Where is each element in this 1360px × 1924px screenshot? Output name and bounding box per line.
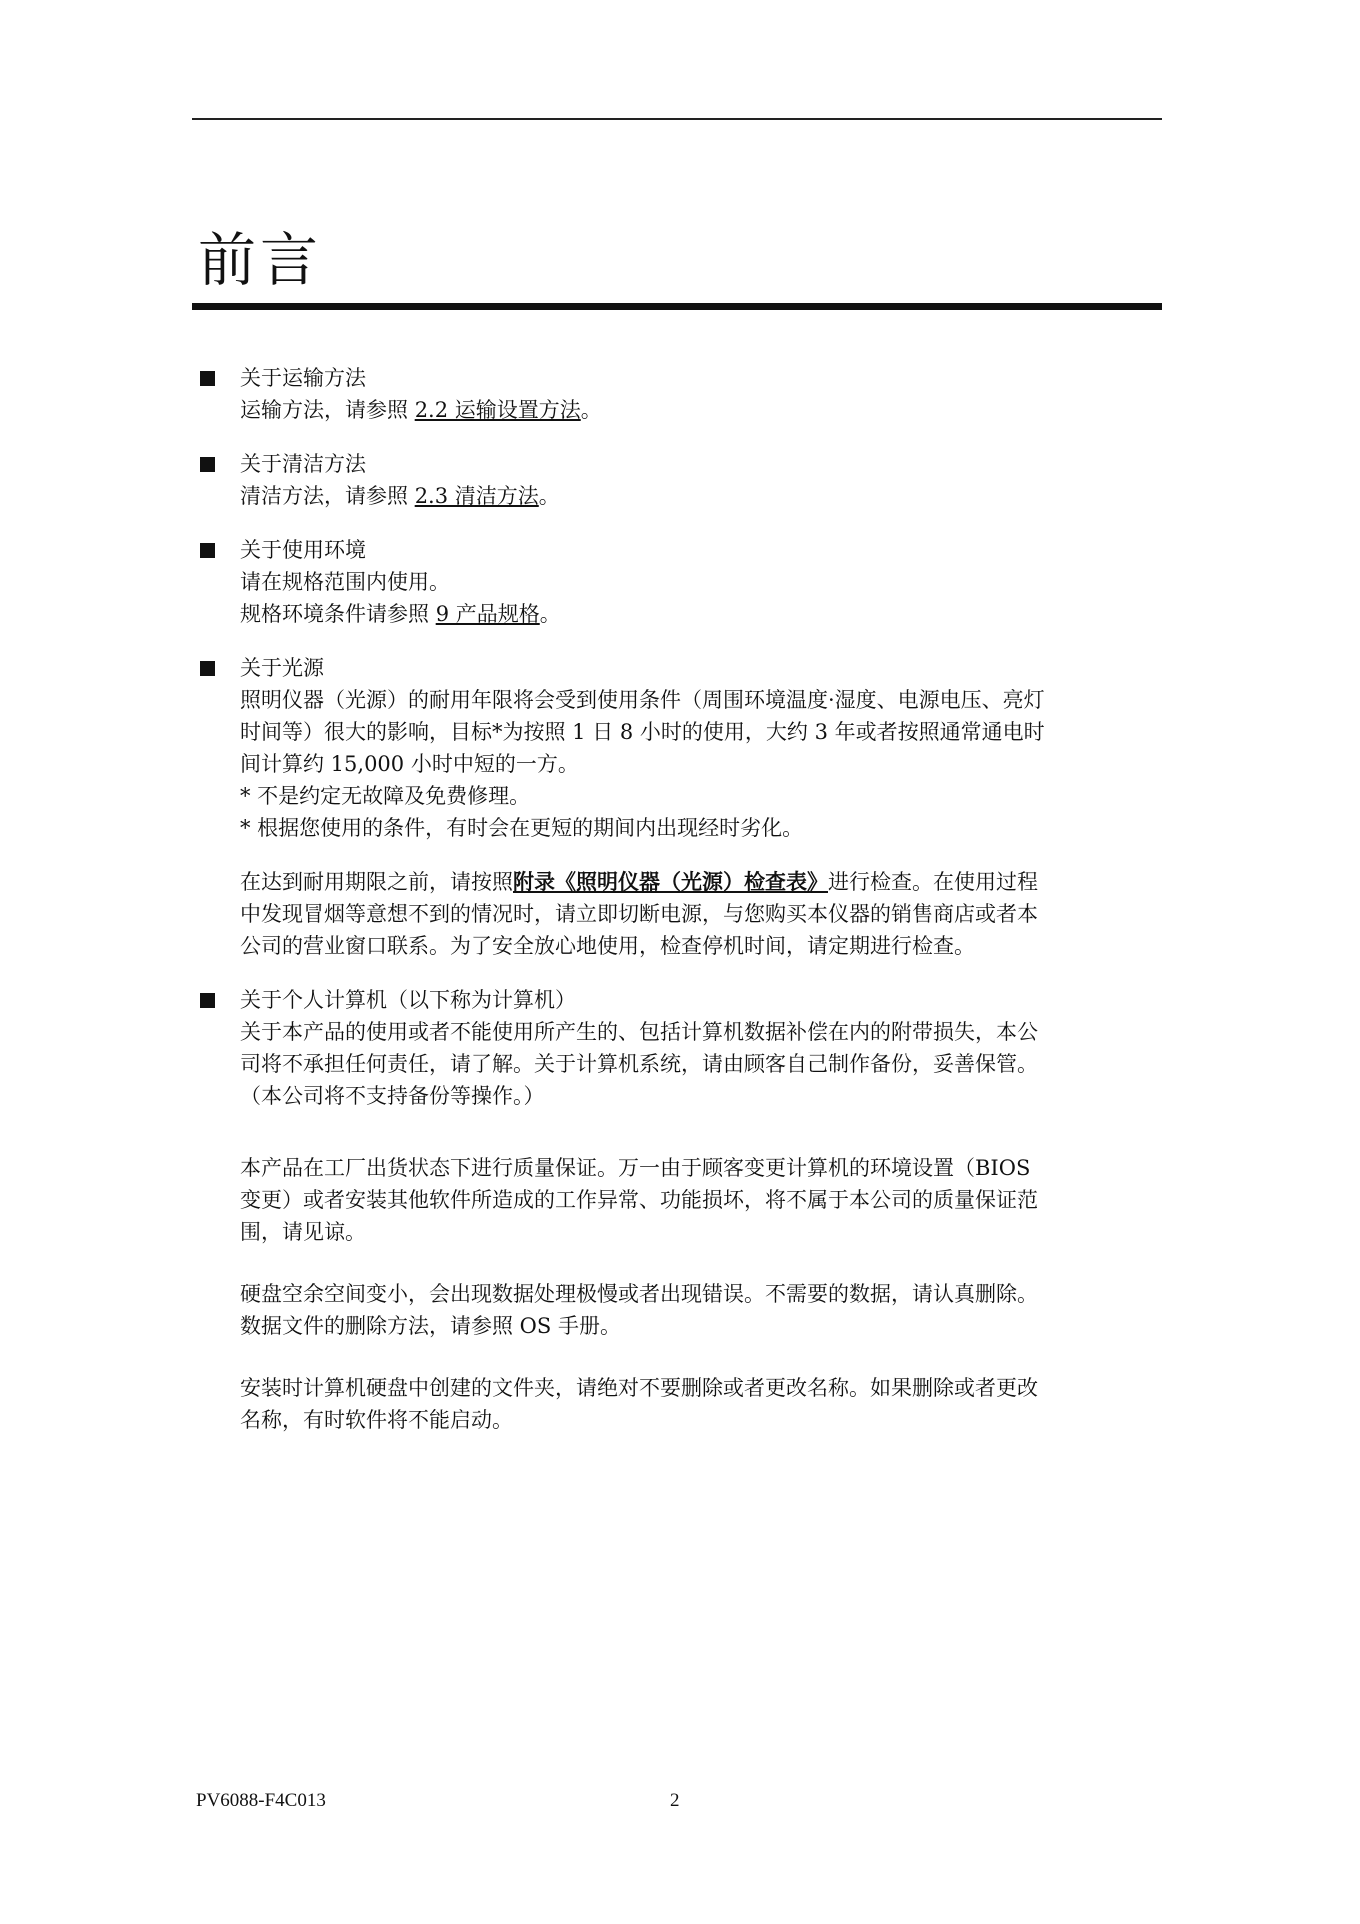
checklist-appendix-link[interactable]: 附录《照明仪器（光源）检查表》 [513,869,828,894]
section-transport [198,362,1162,426]
body-line: 照明仪器（光源）的耐用年限将会受到使用条件（周围环境温度·湿度、电源电压、亮灯 [240,688,1045,712]
body-line: 中发现冒烟等意想不到的情况时，请立即切断电源，与您购买本仪器的销售商店或者本 [240,902,1038,926]
body-line: 时间等）很大的影响，目标*为按照 1 日 8 小时的使用，大约 3 年或者按照通常通电时 [240,720,1045,744]
section-light-source [198,652,1162,962]
square-bullet-icon [200,457,215,472]
body-line: 名称，有时软件将不能启动。 [240,1408,513,1432]
body-line: 安装时计算机硬盘中创建的文件夹，请绝对不要删除或者更改名称。如果删除或者更改 [240,1376,1038,1400]
text-span: 。 [580,398,602,422]
section-line [240,394,1162,426]
section-heading: 关于运输方法 [240,366,366,390]
section-environment [198,534,1162,630]
header-rule [192,118,1162,120]
body-line: 围，请见谅。 [240,1220,366,1244]
section-line [240,480,1162,512]
body-line: 公司的营业窗口联系。为了安全放心地使用，检查停机时间，请定期进行检查。 [240,934,975,958]
cleaning-method-link[interactable]: 2.3 清洁方法 [414,484,539,508]
body-line: 司将不承担任何责任，请了解。关于计算机系统，请由顾客自己制作备份，妥善保管。 [240,1052,1038,1076]
square-bullet-icon [200,661,215,676]
section-heading: 关于个人计算机（以下称为计算机） [240,988,576,1012]
footer-page-number: 2 [670,1790,680,1811]
text-span: 进行检查。在使用过程 [828,870,1038,894]
section-line: 请在规格范围内使用。 [240,570,450,594]
square-bullet-icon [200,543,215,558]
page-title: 前言 [198,226,323,294]
text-span: 运输方法，请参照 [240,398,415,422]
footer-doc-id: PV6088-F4C013 [196,1790,326,1811]
section-cleaning [198,448,1162,512]
document-body [198,362,1162,1436]
text-span: 。 [538,484,560,508]
body-line: 间计算约 15,000 小时中短的一方。 [240,752,579,776]
body-line: 数据文件的删除方法，请参照 OS 手册。 [240,1314,621,1338]
note-line: * 不是约定无故障及免费修理。 [240,784,531,808]
product-spec-link[interactable]: 9 产品规格 [435,602,540,626]
square-bullet-icon [200,993,215,1008]
note-line: * 根据您使用的条件，有时会在更短的期间内出现经时劣化。 [240,816,804,840]
body-line: 关于本产品的使用或者不能使用所产生的、包括计算机数据补偿在内的附带损失，本公 [240,1020,1038,1044]
text-span: 规格环境条件请参照 [240,602,436,626]
section-heading: 关于清洁方法 [240,452,366,476]
section-heading: 关于使用环境 [240,538,366,562]
title-rule [192,303,1162,310]
section-line [240,598,1162,630]
body-line: （本公司将不支持备份等操作。） [240,1084,545,1108]
text-span: 。 [539,602,561,626]
body-line: 本产品在工厂出货状态下进行质量保证。万一由于顾客变更计算机的环境设置（BIOS [240,1156,1031,1180]
square-bullet-icon [200,371,215,386]
body-line [240,866,1162,898]
body-line: 变更）或者安装其他软件所造成的工作异常、功能损坏，将不属于本公司的质量保证范 [240,1188,1038,1212]
body-line: 硬盘空余空间变小，会出现数据处理极慢或者出现错误。不需要的数据，请认真删除。 [240,1282,1038,1306]
transport-method-link[interactable]: 2.2 运输设置方法 [414,398,581,422]
section-computer [198,984,1162,1436]
text-span: 清洁方法，请参照 [240,484,415,508]
section-heading: 关于光源 [240,656,324,680]
text-span: 在达到耐用期限之前，请按照 [240,870,513,894]
